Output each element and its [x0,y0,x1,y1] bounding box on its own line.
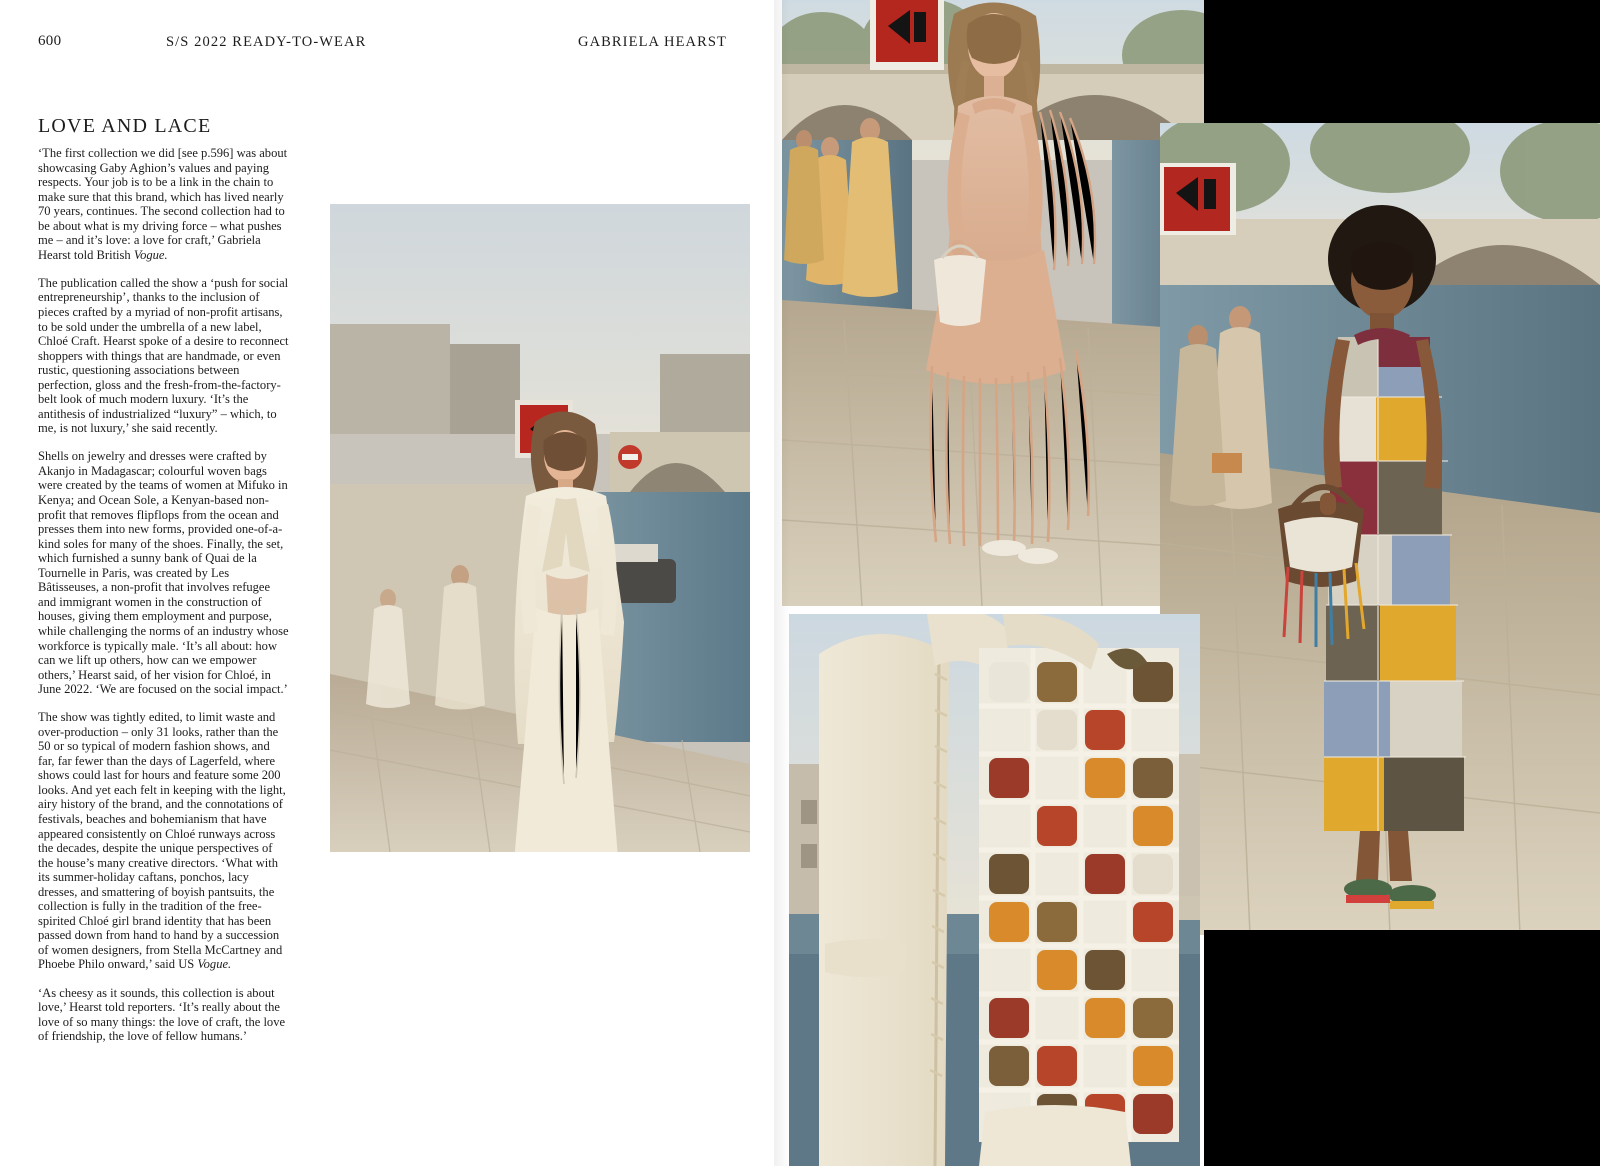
runway-photo-patchwork-dress [1160,123,1600,935]
body-text-column [38,146,289,1044]
running-head [0,33,782,53]
runway-photo-cream-fringed-coat [330,204,750,852]
body-paragraph: Shells on jewelry and dresses were crafted by Akanjo in Madagascar; colourful woven bags were created by the teams of women at Mifuko in Kenya; and Ocean Sole, a Kenyan-based non-profit that removes flipflops from the ocean and presses them into new forms, provided one-of-a-kind soles for many of the shoes. Finally, the set, which furnished a sunny bank of Quai de la Tournelle in Paris, was created by Les Bâtisseuses, a non-profit that involves refugee and immigrant women in the construction of houses, giving them employment and purpose, while challenging the norms of an industry whose workforce is typically male. ‘It’s all about: how can we lift up others, how can we empower others,’ Hearst said, of her vision for Chloé, in June 2022. ‘We are focused on the social impact.’ [38,449,289,697]
left-page [0,0,782,1166]
body-paragraph: The publication called the show a ‘push for social entrepreneurship’, thanks to the inclusion of pieces crafted by a myriad of non-profit artisans, to be sold under the umbrella of a new label, Chloé Craft. Hearst spoke of a desire to reconnect shoppers with things that are handmade, or even rustic, questioning associations between perfection, gloss and the fresh-from-the-factory-belt look of much modern luxury. ‘It’s the antithesis of industrialized “luxury” – which, to me, is not luxury,’ she said recently. [38,275,289,436]
folio-number: 600 [38,33,62,49]
black-panel-bottom [1204,930,1600,1166]
runway-photo-crochet-squares-dress [789,614,1200,1166]
runway-photo-nude-fringe-dress [782,0,1204,606]
body-paragraph: ‘As cheesy as it sounds, this collection is about love,’ Hearst told reporters. ‘It’s really about the love of so many things: the love of craft, the love of friendship, the love of fellow humans.’ [38,985,286,1044]
running-head-season: S/S 2022 READY-TO-WEAR [166,34,367,50]
black-panel-top [1204,0,1600,130]
page-title: LOVE AND LACE [38,115,212,137]
body-paragraph: The show was tightly edited, to limit waste and over-production – only 31 looks, rather than the 50 or so typical of modern fashion shows, and far, far fewer than the days of Lagerfeld, where shows could last for hours and feature some 200 looks. And yet each felt in keeping with the light, airy history of the brand, and the connotations of festivals, beaches and bohemianism that have appeared consistently on Chloé runways across the decades, despite the unique perspectives of the house’s many creative directors. ‘What with its summer-holiday caftans, ponchos, lacy dresses, and smattering of boyish pantsuits, the collection is fully in the tradition of the free-spirited Chloé girl brand identity that has been passed down from hand to hand by a succession of women designers, from Stella McCartney and Phoebe Philo onward,’ said US Vogue. [38,710,286,972]
running-head-brand: GABRIELA HEARST [578,34,728,50]
body-paragraph: ‘The first collection we did [see p.596] was about showcasing Gaby Aghion’s values and paying respects. Your job is to be a link in the chain to make sure that this brand, which has lived nearly 70 years, continues. The second collection had to be about what is my driving force – what pushes me – and it’s love: a love for craft,’ Gabriela Hearst told British Vogue. [38,146,288,262]
